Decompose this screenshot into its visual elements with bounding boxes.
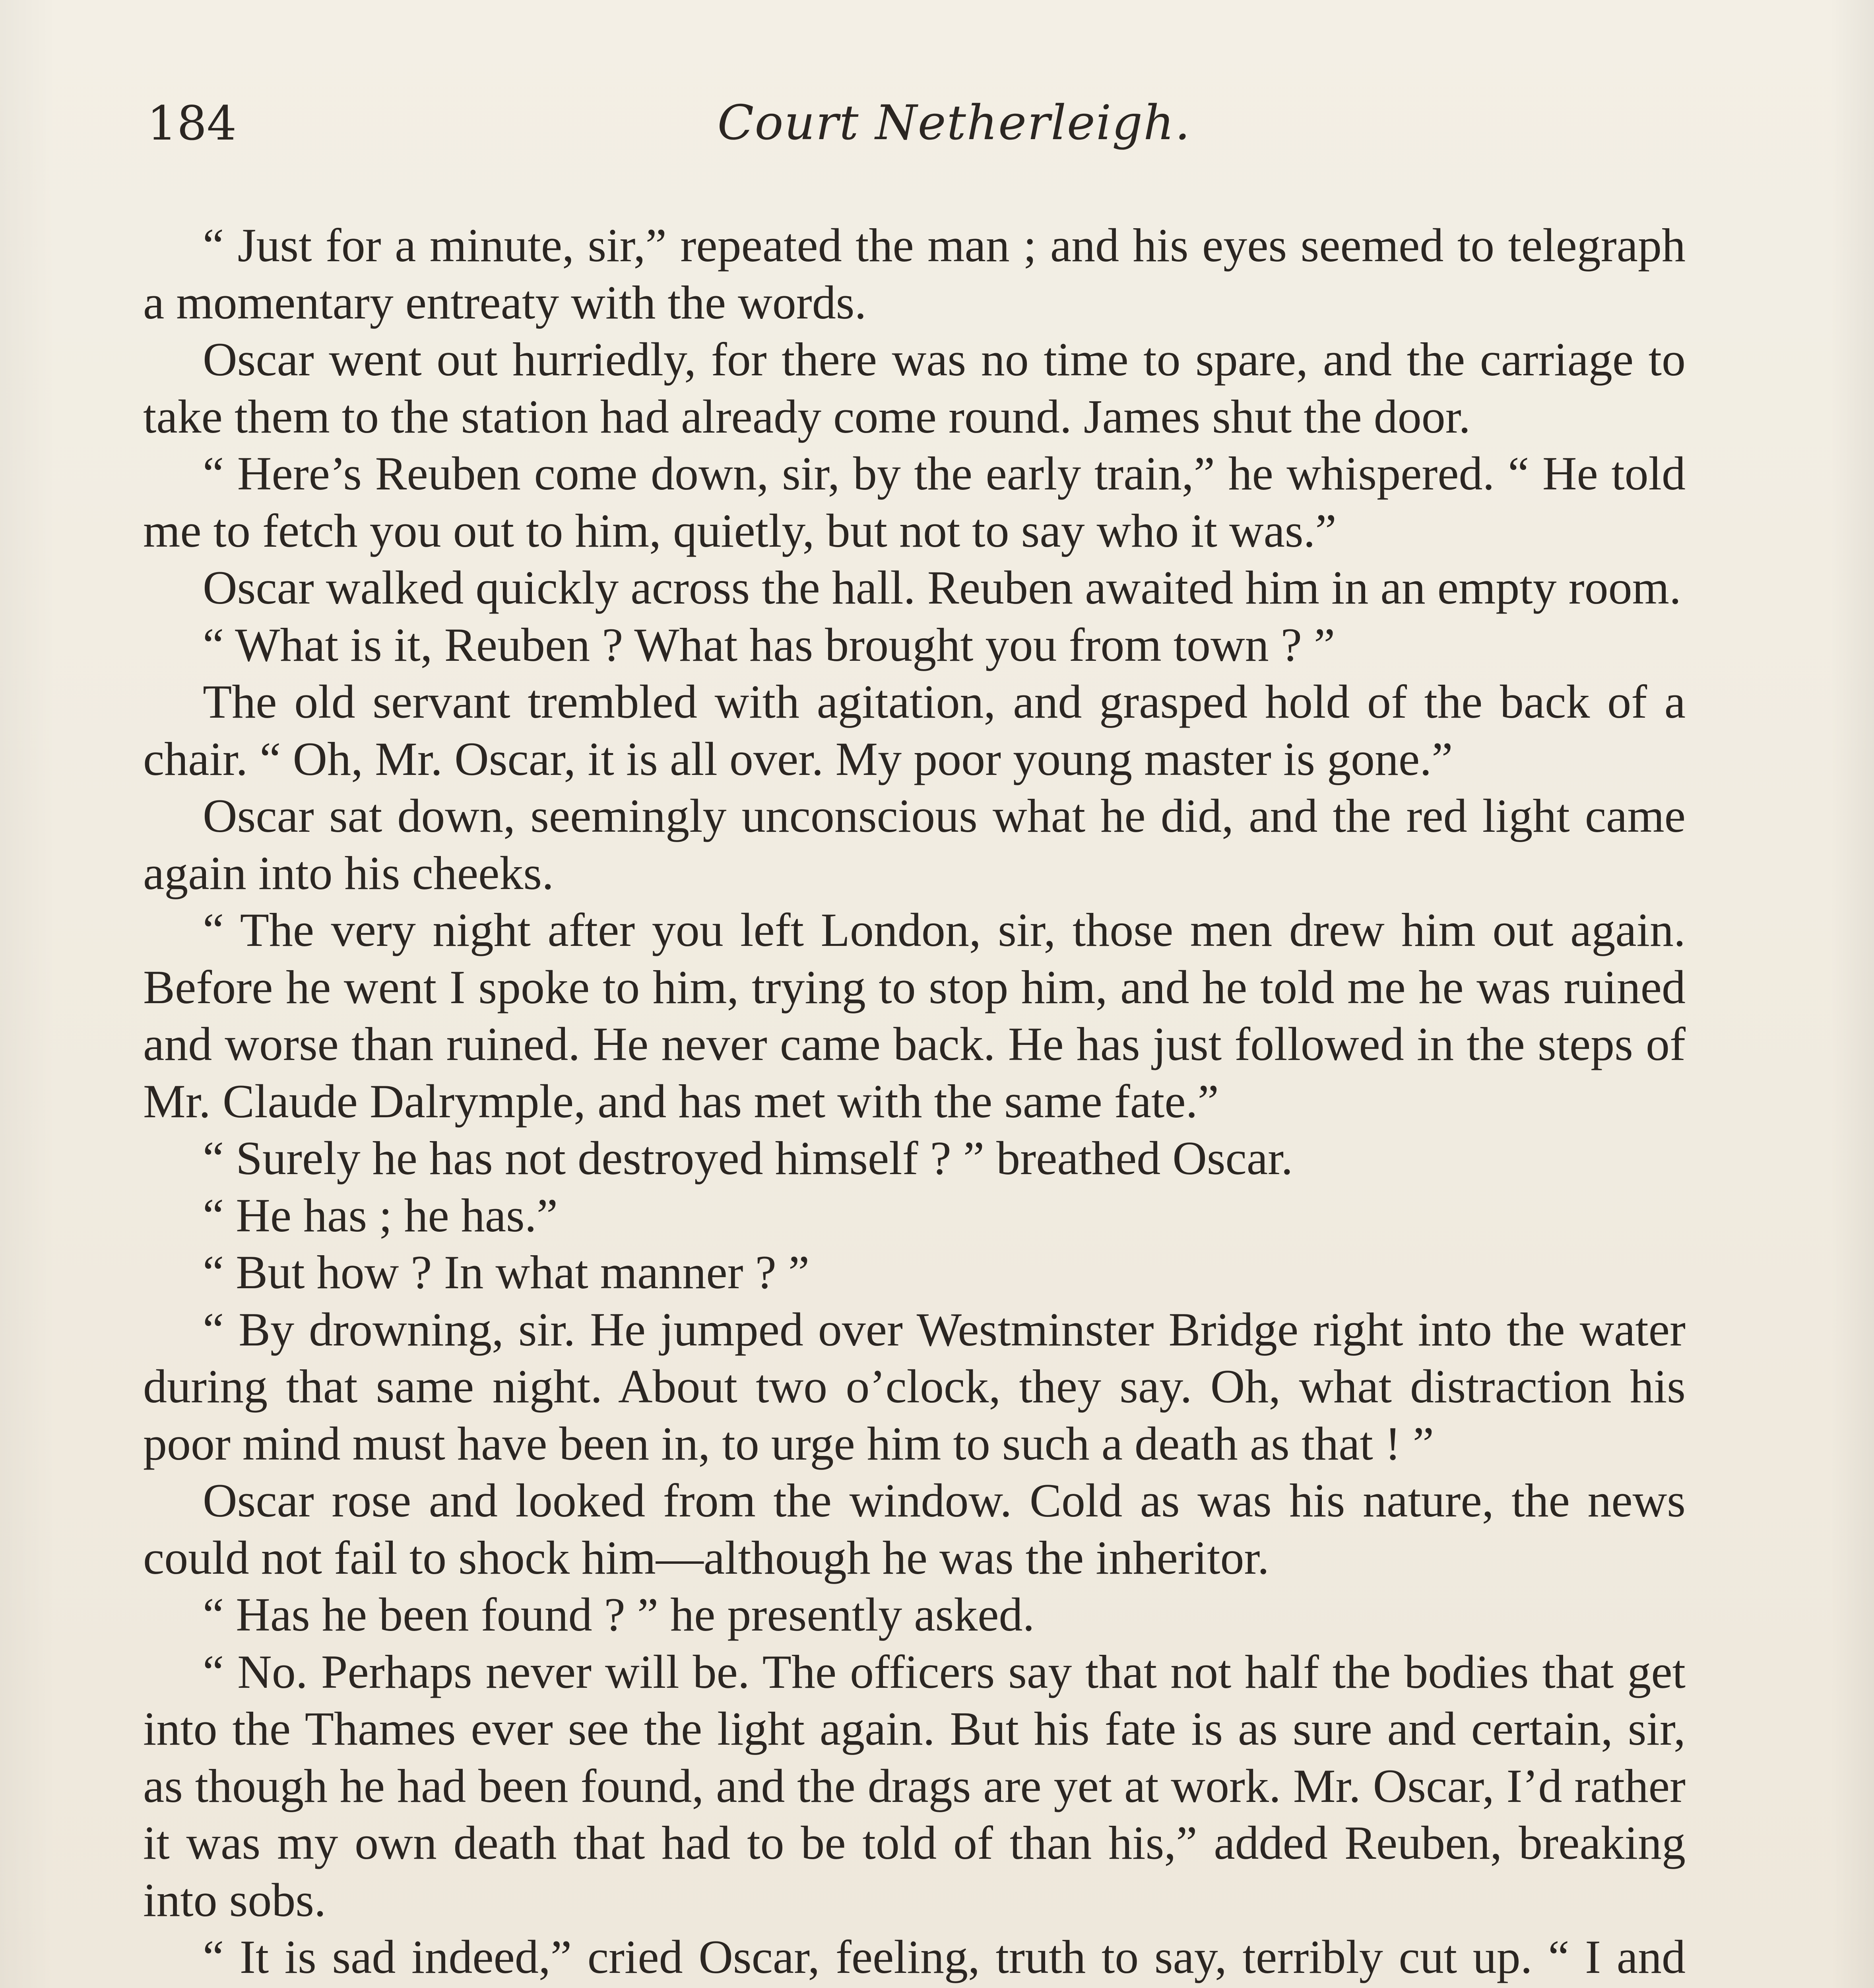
paragraph: “ He has ; he has.” <box>203 1188 558 1242</box>
paragraph: “ No. Perhaps never will be. The officers say that not half the bodies that get into the Thames ever see the light again. But his fate is as sure and certain, sir, as though he had been found, and the drags are yet at work. Mr. Oscar, I’d rather it was my own death that had to be told of than his,” added Reuben, breaking into sobs. <box>143 1645 1686 1926</box>
paragraph: “ Has he been found ? ” he presently asked. <box>203 1588 1035 1641</box>
paragraph: “ Here’s Reuben come down, sir, by the early train,” he whispered. “ He told me to fetch you out to him, quietly, but not to say who it was.” <box>143 447 1686 557</box>
running-header <box>143 93 1686 153</box>
paragraph: Oscar walked quickly across the hall. Reuben awaited him in an empty room. <box>203 561 1681 614</box>
paragraph: The old servant trembled with agitation, and grasped hold of the back of a chair. “ Oh, Mr. Oscar, it is all over. My poor young master is gone.” <box>143 675 1686 785</box>
paragraph: “ By drowning, sir. He jumped over Westminster Bridge right into the water during that same night. About two o’clock, they say. Oh, what distraction his poor mind must have been in, to urge him to such a death as that ! ” <box>143 1303 1686 1470</box>
running-title: Court Netherleigh. <box>717 95 1191 151</box>
paragraph: “ What is it, Reuben ? What has brought you from town ? ” <box>203 618 1335 671</box>
paragraph: Oscar went out hurriedly, for there was no time to spare, and the carriage to take them to the station had already come round. James shut the door. <box>143 333 1686 443</box>
page-number: 184 <box>147 96 237 151</box>
body-text <box>143 217 1686 1988</box>
paragraph: “ It is sad indeed,” cried Oscar, feeling, truth to say, terribly cut up. “ I and <box>203 1930 1686 1983</box>
paragraph: Oscar rose and looked from the window. Cold as was his nature, the news could not fail to shock him—although he was the inheritor. <box>143 1474 1686 1584</box>
paragraph: “ The very night after you left London, sir, those men drew him out again. Before he went I spoke to him, trying to stop him, and he told me he was ruined and worse than ruined. He never came back. He has just followed in the steps of Mr. Claude Dalrymple, and has met with the same fate.” <box>143 903 1686 1128</box>
paragraph: “ Surely he has not destroyed himself ? ” breathed Oscar. <box>203 1132 1293 1184</box>
paragraph: Oscar sat down, seemingly unconscious what he did, and the red light came again into his cheeks. <box>143 789 1686 899</box>
paragraph: “ Just for a minute, sir,” repeated the man ; and his eyes seemed to telegraph a momentary entreaty with the words. <box>143 219 1686 329</box>
paragraph: “ But how ? In what manner ? ” <box>203 1246 810 1299</box>
